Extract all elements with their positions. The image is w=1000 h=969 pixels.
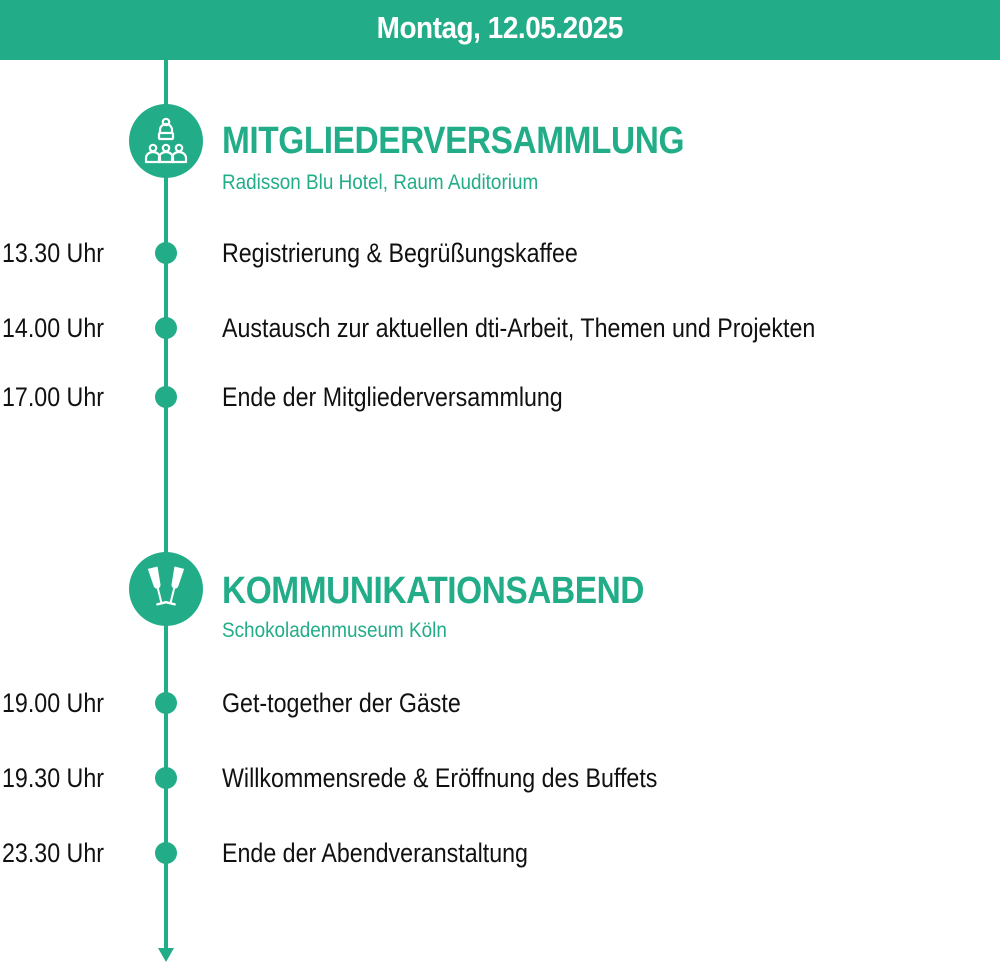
date-header-bar <box>0 0 1000 60</box>
schedule-row <box>0 378 1000 418</box>
schedule-row <box>0 834 1000 874</box>
section-location-mitgliederversammlung: Radisson Blu Hotel, Raum Auditorium <box>222 171 539 194</box>
event-label: Willkommensrede & Eröffnung des Buffets <box>222 763 658 793</box>
event-label: Get-together der Gäste <box>222 688 461 718</box>
event-label: Registrierung & Begrüßungskaffee <box>222 238 578 268</box>
schedule-row <box>0 234 1000 274</box>
champagne-glasses-icon <box>129 552 203 626</box>
event-time: 13.30 Uhr <box>2 238 104 268</box>
event-label: Ende der Abendveranstaltung <box>222 838 528 868</box>
event-time: 17.00 Uhr <box>2 382 104 412</box>
timeline-dot <box>155 692 177 714</box>
event-time: 19.30 Uhr <box>2 763 104 793</box>
timeline-dot <box>155 386 177 408</box>
schedule-row <box>0 309 1000 349</box>
schedule-row <box>0 759 1000 799</box>
event-time: 23.30 Uhr <box>2 838 104 868</box>
section-title-kommunikationsabend: KOMMUNIKATIONSABEND <box>222 570 645 612</box>
event-time: 19.00 Uhr <box>2 688 104 718</box>
event-label: Ende der Mitgliederversammlung <box>222 382 563 412</box>
event-time: 14.00 Uhr <box>2 313 104 343</box>
timeline-dot <box>155 767 177 789</box>
assembly-audience-icon <box>129 104 203 178</box>
schedule-row <box>0 684 1000 724</box>
timeline-dot <box>155 842 177 864</box>
section-location-kommunikationsabend: Schokoladenmuseum Köln <box>222 619 447 642</box>
timeline-dot <box>155 242 177 264</box>
timeline-dot <box>155 317 177 339</box>
timeline-line <box>164 60 168 950</box>
section-title-mitgliederversammlung: MITGLIEDERVERSAMMLUNG <box>222 120 685 162</box>
date-title: Montag, 12.05.2025 <box>376 9 624 45</box>
timeline-arrow-down-icon <box>158 948 174 962</box>
event-label: Austausch zur aktuellen dti-Arbeit, Themen und Projekten <box>222 313 816 343</box>
